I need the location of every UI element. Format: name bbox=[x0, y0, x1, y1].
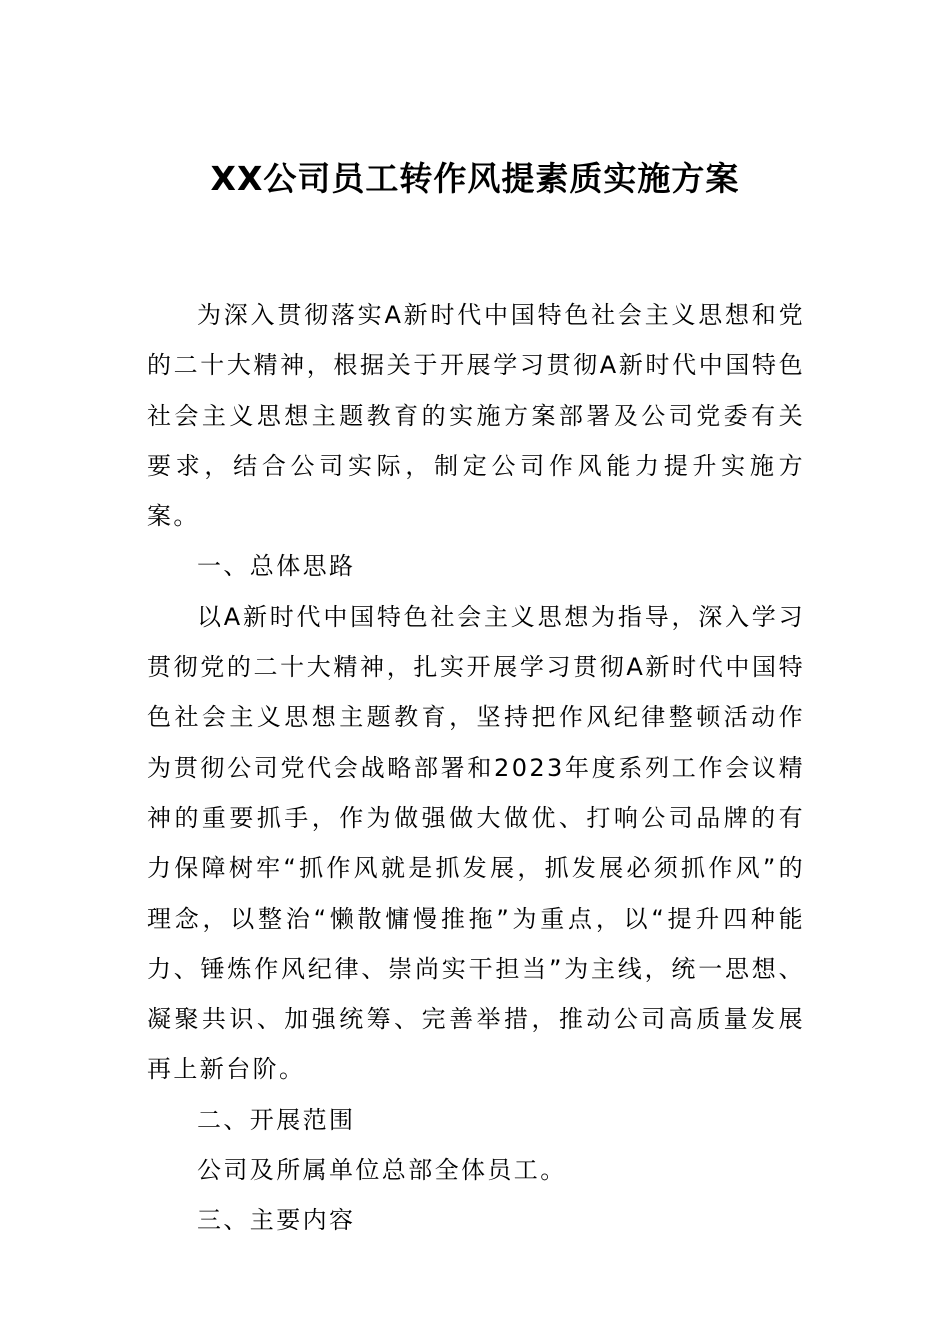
scope-paragraph: 公司及所属单位总部全体员工。 bbox=[197, 1156, 567, 1185]
document-title: XX公司员工转作风提素质实施方案 bbox=[210, 159, 740, 198]
overall-approach-paragraph: 以A新时代中国特色社会主义思想为指导，深入学习贯彻党的二十大精神，扎实开展学习贯彻A新时代中国特色社会主义思想主题教育，坚持把作风纪律整顿活动作为贯彻公司党代会战略部署和2023年度系列工作会议精神的重要抓手，作为做强做大做优、打响公司品牌的有力保障树牢“抓作风就是抓发展，抓发展必须抓作风”的理念，以整治“懒散慵慢推拖”为重点，以“提升四种能力、锤炼作风纪律、崇尚实干担当”为主线，统一思想、凝聚共识、加强统筹、完善举措，推动公司高质量发展再上新台阶。 bbox=[147, 602, 805, 1084]
section-heading-main-content: 三、主要内容 bbox=[197, 1206, 356, 1235]
section-heading-scope: 二、开展范围 bbox=[197, 1105, 356, 1134]
section-heading-overall-approach: 一、总体思路 bbox=[197, 552, 356, 581]
intro-paragraph: 为深入贯彻落实A新时代中国特色社会主义思想和党的二十大精神，根据关于开展学习贯彻A新时代中国特色社会主义思想主题教育的实施方案部署及公司党委有关要求，结合公司实际，制定公司作风能力提升实施方案。 bbox=[147, 301, 805, 531]
document-body bbox=[147, 290, 805, 1246]
